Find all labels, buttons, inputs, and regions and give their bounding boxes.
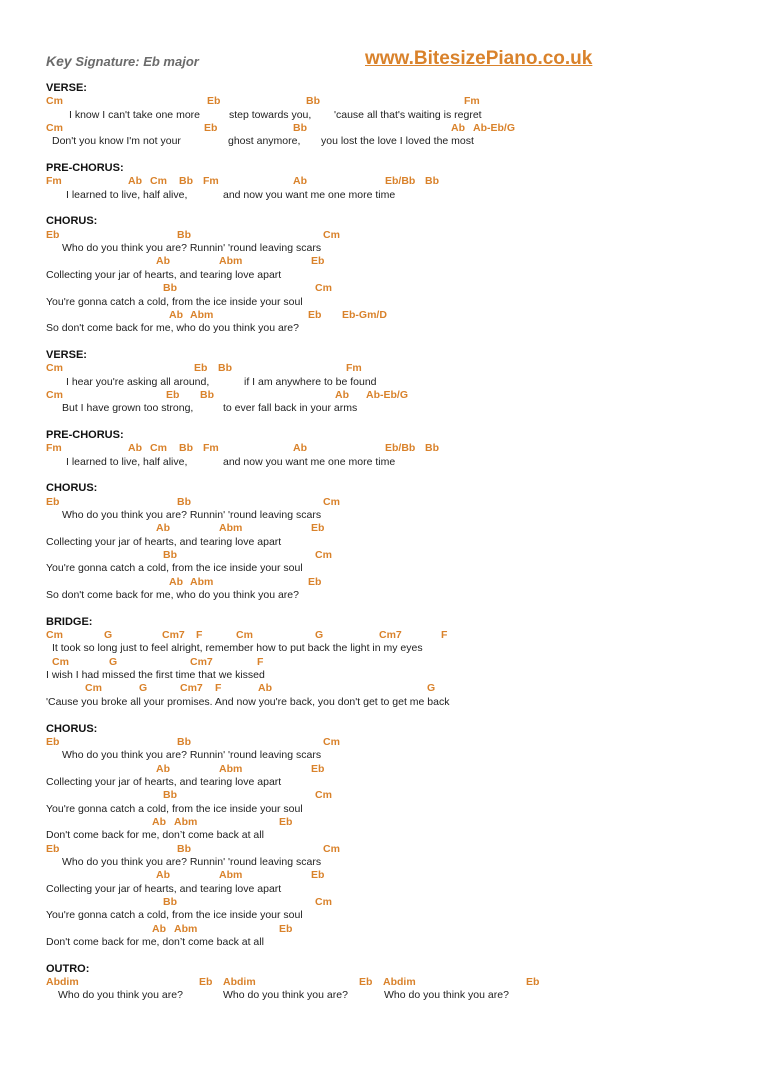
- section-spacer: [46, 709, 746, 722]
- chord: Cm: [315, 895, 332, 908]
- lyric-line: [46, 589, 746, 602]
- lyric-text: So don't come back for me, who do you think you are?: [46, 589, 299, 602]
- chord: Abdim: [383, 976, 416, 989]
- chord: Eb: [311, 762, 325, 775]
- lyric-line: [46, 989, 746, 1002]
- chord-line: [46, 576, 746, 589]
- key-label: Key: [46, 53, 72, 69]
- chord: Abm: [174, 922, 198, 935]
- lyric-line: [46, 829, 746, 842]
- chord: Cm: [46, 388, 63, 401]
- section-heading-line: [46, 723, 746, 736]
- chord: G: [427, 682, 436, 695]
- chord: Eb: [194, 362, 208, 375]
- chord: Ab: [156, 255, 170, 268]
- chord: Cm7: [190, 655, 213, 668]
- chord-line: [46, 389, 746, 402]
- chord: Eb: [311, 255, 325, 268]
- chord: Abdim: [46, 976, 79, 989]
- chord-line: [46, 442, 746, 455]
- chord-line: [46, 362, 746, 375]
- chord: Abm: [219, 255, 243, 268]
- chord: G: [104, 629, 113, 642]
- chord: Eb: [166, 388, 180, 401]
- lyric-text: Collecting your jar of hearts, and tearing love apart: [46, 535, 282, 548]
- chord-line: [46, 629, 746, 642]
- lyric-text: I learned to live, half alive,: [66, 188, 188, 201]
- lyric-text: Who do you think you are? Runnin' 'round leaving scars: [62, 509, 322, 521]
- chord: Abm: [219, 869, 243, 882]
- lyric-line: [46, 856, 746, 869]
- lyric-line: [46, 536, 746, 549]
- chord-line: [46, 976, 746, 989]
- lyric-text: to ever fall back in your arms: [223, 402, 358, 415]
- section-spacer: [46, 469, 746, 482]
- chord: Eb: [311, 869, 325, 882]
- lyric-text: But I have grown too strong,: [62, 402, 194, 415]
- chord: Eb: [46, 735, 60, 748]
- lyric-text: So don't come back for me, who do you think you are?: [46, 322, 299, 335]
- chord: Cm: [315, 282, 332, 295]
- chord: Ab: [258, 682, 272, 695]
- lyric-text: you lost the love I loved the most: [321, 135, 474, 148]
- section-heading-line: [46, 963, 746, 976]
- chord-line: [46, 496, 746, 509]
- chord: Bb: [163, 789, 177, 802]
- chord: Ab: [293, 175, 307, 188]
- chord: Cm: [323, 228, 340, 241]
- chord: F: [196, 629, 203, 642]
- lyric-text: I wish I had missed the first time that we kissed: [46, 669, 265, 682]
- chord-line: [46, 122, 746, 135]
- chord: G: [139, 682, 148, 695]
- section-heading-line: [46, 82, 746, 95]
- chord-line: [46, 789, 746, 802]
- chord: Ab: [128, 175, 142, 188]
- chord: Ab: [169, 575, 183, 588]
- section-heading: PRE-CHORUS:: [46, 428, 124, 441]
- lyric-line: [46, 642, 746, 655]
- lyric-line: [46, 776, 746, 789]
- section-heading: BRIDGE:: [46, 615, 93, 628]
- section-heading-line: [46, 349, 746, 362]
- key-signature: [46, 53, 199, 69]
- lyric-text: Collecting your jar of hearts, and tearing love apart: [46, 882, 282, 895]
- chord-line: [46, 896, 746, 909]
- chord: Ab: [335, 388, 349, 401]
- chord: Eb-Gm/D: [342, 308, 387, 321]
- chord: Eb: [46, 228, 60, 241]
- chord: Bb: [306, 95, 320, 108]
- chord-line: [46, 816, 746, 829]
- chord: Fm: [203, 442, 219, 455]
- chord: Bb: [425, 442, 439, 455]
- chord: Bb: [200, 388, 214, 401]
- chord-line: [46, 522, 746, 535]
- chord: Eb: [359, 976, 373, 989]
- lyric-line: [46, 189, 746, 202]
- lyric-text: Don't come back for me, don’t come back at all: [46, 829, 264, 842]
- section-heading-line: [46, 162, 746, 175]
- lyric-line: [46, 242, 746, 255]
- lyric-text: if I am anywhere to be found: [244, 375, 377, 388]
- lyric-text: Collecting your jar of hearts, and tearing love apart: [46, 775, 282, 788]
- lyric-line: [46, 109, 746, 122]
- lyric-line: [46, 296, 746, 309]
- lyric-text: Who do you think you are? Runnin' 'round leaving scars: [62, 242, 322, 255]
- section-heading: PRE-CHORUS:: [46, 162, 124, 175]
- chord-line: [46, 309, 746, 322]
- lyric-line: [46, 669, 746, 682]
- section-heading: CHORUS:: [46, 722, 98, 735]
- chord: Bb: [218, 362, 232, 375]
- lyric-text: Who do you think you are? Runnin' 'round leaving scars: [62, 855, 322, 868]
- chord: Cm: [236, 629, 253, 642]
- chord: Eb: [46, 842, 60, 855]
- lyric-text: Don't you know I'm not your: [52, 135, 181, 148]
- chord: Eb: [204, 122, 218, 135]
- chord: Cm: [323, 735, 340, 748]
- lyric-text: I hear you're asking all around,: [66, 375, 210, 388]
- chord: Ab: [156, 869, 170, 882]
- lyric-line: [46, 509, 746, 522]
- lyric-line: [46, 269, 746, 282]
- section-heading-line: [46, 482, 746, 495]
- lyric-line: [46, 562, 746, 575]
- chord: Eb/Bb: [385, 175, 416, 188]
- lyric-text: step towards you,: [229, 108, 312, 121]
- chord: F: [441, 629, 448, 642]
- chord: Fm: [464, 95, 480, 108]
- chord: Cm: [52, 655, 69, 668]
- lyric-line: [46, 749, 746, 762]
- chord-line: [46, 763, 746, 776]
- lyric-line: [46, 376, 746, 389]
- song-body: [46, 82, 746, 1003]
- section-heading: OUTRO:: [46, 962, 90, 975]
- section-spacer: [46, 336, 746, 349]
- lyric-line: [46, 936, 746, 949]
- chord: Eb: [308, 575, 322, 588]
- section-heading: VERSE:: [46, 348, 87, 361]
- chord: Ab: [451, 122, 465, 135]
- lyric-text: You're gonna catch a cold, from the ice inside your soul: [46, 295, 303, 308]
- chord: Fm: [346, 362, 362, 375]
- section-heading: VERSE:: [46, 82, 87, 94]
- lyric-line: [46, 909, 746, 922]
- lyric-text: You're gonna catch a cold, from the ice inside your soul: [46, 562, 303, 575]
- chord-line: [46, 656, 746, 669]
- lyric-text: ghost anymore,: [228, 135, 301, 148]
- chord: Abm: [219, 762, 243, 775]
- chord: Cm: [323, 842, 340, 855]
- chord: Eb: [526, 976, 540, 989]
- chord-line: [46, 843, 746, 856]
- chord: Cm: [46, 122, 63, 135]
- chord: Bb: [163, 282, 177, 295]
- website-link[interactable]: www.BitesizePiano.co.uk: [365, 48, 593, 69]
- chord: Eb: [207, 95, 221, 108]
- chord: Cm: [46, 629, 63, 642]
- lyric-line: [46, 135, 746, 148]
- chord-line: [46, 736, 746, 749]
- chord: Bb: [293, 122, 307, 135]
- chord: Cm: [46, 95, 63, 108]
- chord: Bb: [177, 228, 191, 241]
- chord: F: [257, 655, 264, 668]
- chord: Bb: [177, 735, 191, 748]
- chord-line: [46, 229, 746, 242]
- lyric-text: Don't come back for me, don’t come back at all: [46, 936, 264, 948]
- chord: Bb: [179, 175, 193, 188]
- section-heading: CHORUS:: [46, 215, 98, 228]
- section-heading-line: [46, 616, 746, 629]
- lyric-text: It took so long just to feel alright, remember how to put back the light in my eyes: [52, 642, 423, 655]
- lyric-line: [46, 883, 746, 896]
- chord: Cm: [315, 789, 332, 802]
- chord: Bb: [177, 495, 191, 508]
- chord-line: [46, 869, 746, 882]
- section-spacer: [46, 149, 746, 162]
- chord: Cm: [85, 682, 102, 695]
- lyric-line: [46, 456, 746, 469]
- chord: Abm: [174, 815, 198, 828]
- chord: G: [109, 655, 118, 668]
- chord: Fm: [203, 175, 219, 188]
- chord: Ab: [156, 522, 170, 535]
- chord: Eb: [308, 308, 322, 321]
- chord: Bb: [177, 842, 191, 855]
- chord: Abm: [190, 308, 214, 321]
- chord-line: [46, 682, 746, 695]
- chord: Cm7: [162, 629, 185, 642]
- lyric-line: [46, 322, 746, 335]
- lyric-text: Who do you think you are?: [384, 989, 509, 1002]
- lyric-text: Who do you think you are? Runnin' 'round leaving scars: [62, 749, 322, 762]
- section-spacer: [46, 416, 746, 429]
- section-spacer: [46, 949, 746, 962]
- chord: Bb: [179, 442, 193, 455]
- chord: Ab: [128, 442, 142, 455]
- chord-line: [46, 282, 746, 295]
- lyric-line: [46, 803, 746, 816]
- section-heading-line: [46, 429, 746, 442]
- chord: Abm: [219, 522, 243, 535]
- lyric-line: [46, 696, 746, 709]
- chord: Eb: [199, 976, 213, 989]
- lyric-text: and now you want me one more time: [223, 455, 396, 468]
- chord: G: [315, 629, 324, 642]
- chord: Cm7: [180, 682, 203, 695]
- chord: Eb/Bb: [385, 442, 416, 455]
- chord-line: [46, 95, 746, 108]
- chord: Abm: [190, 575, 214, 588]
- chord: Bb: [163, 549, 177, 562]
- chord: Eb: [279, 922, 293, 935]
- lyric-text: I know I can't take one more: [69, 108, 200, 121]
- lyric-text: You're gonna catch a cold, from the ice inside your soul: [46, 909, 303, 922]
- lyric-text: You're gonna catch a cold, from the ice inside your soul: [46, 802, 303, 815]
- chord-line: [46, 923, 746, 936]
- section-spacer: [46, 602, 746, 615]
- chord-line: [46, 175, 746, 188]
- section-heading-line: [46, 215, 746, 228]
- chord-line: [46, 255, 746, 268]
- chord: Eb: [46, 495, 60, 508]
- lyric-text: Collecting your jar of hearts, and tearing love apart: [46, 268, 282, 281]
- chord: Ab: [152, 815, 166, 828]
- lyric-text: Who do you think you are?: [223, 989, 348, 1002]
- chord: Ab: [152, 922, 166, 935]
- chord: Eb: [279, 815, 293, 828]
- chord: Ab: [169, 308, 183, 321]
- chord-line: [46, 549, 746, 562]
- section-heading: CHORUS:: [46, 482, 98, 495]
- chord: Cm: [323, 495, 340, 508]
- chord: Cm: [150, 175, 167, 188]
- chord: Cm: [46, 362, 63, 375]
- chord: Ab-Eb/G: [473, 122, 515, 135]
- section-spacer: [46, 202, 746, 215]
- chord: Cm: [315, 549, 332, 562]
- chord: Ab-Eb/G: [366, 388, 408, 401]
- chord: Cm7: [379, 629, 402, 642]
- key-value: Signature: Eb major: [75, 54, 199, 69]
- chord: Fm: [46, 175, 62, 188]
- chord: Bb: [425, 175, 439, 188]
- chord: Cm: [150, 442, 167, 455]
- lyric-text: and now you want me one more time: [223, 188, 396, 201]
- lyric-text: 'Cause you broke all your promises. And now you're back, you don't get to get me back: [46, 695, 450, 708]
- chord: F: [215, 682, 222, 695]
- lyric-text: 'cause all that's waiting is regret: [334, 108, 482, 121]
- lyric-text: I learned to live, half alive,: [66, 455, 188, 468]
- chord: Eb: [311, 522, 325, 535]
- chord: Bb: [163, 895, 177, 908]
- chord: Ab: [156, 762, 170, 775]
- chord: Fm: [46, 442, 62, 455]
- lyric-line: [46, 402, 746, 415]
- chord: Ab: [293, 442, 307, 455]
- chord: Abdim: [223, 976, 256, 989]
- lyric-text: Who do you think you are?: [58, 989, 183, 1002]
